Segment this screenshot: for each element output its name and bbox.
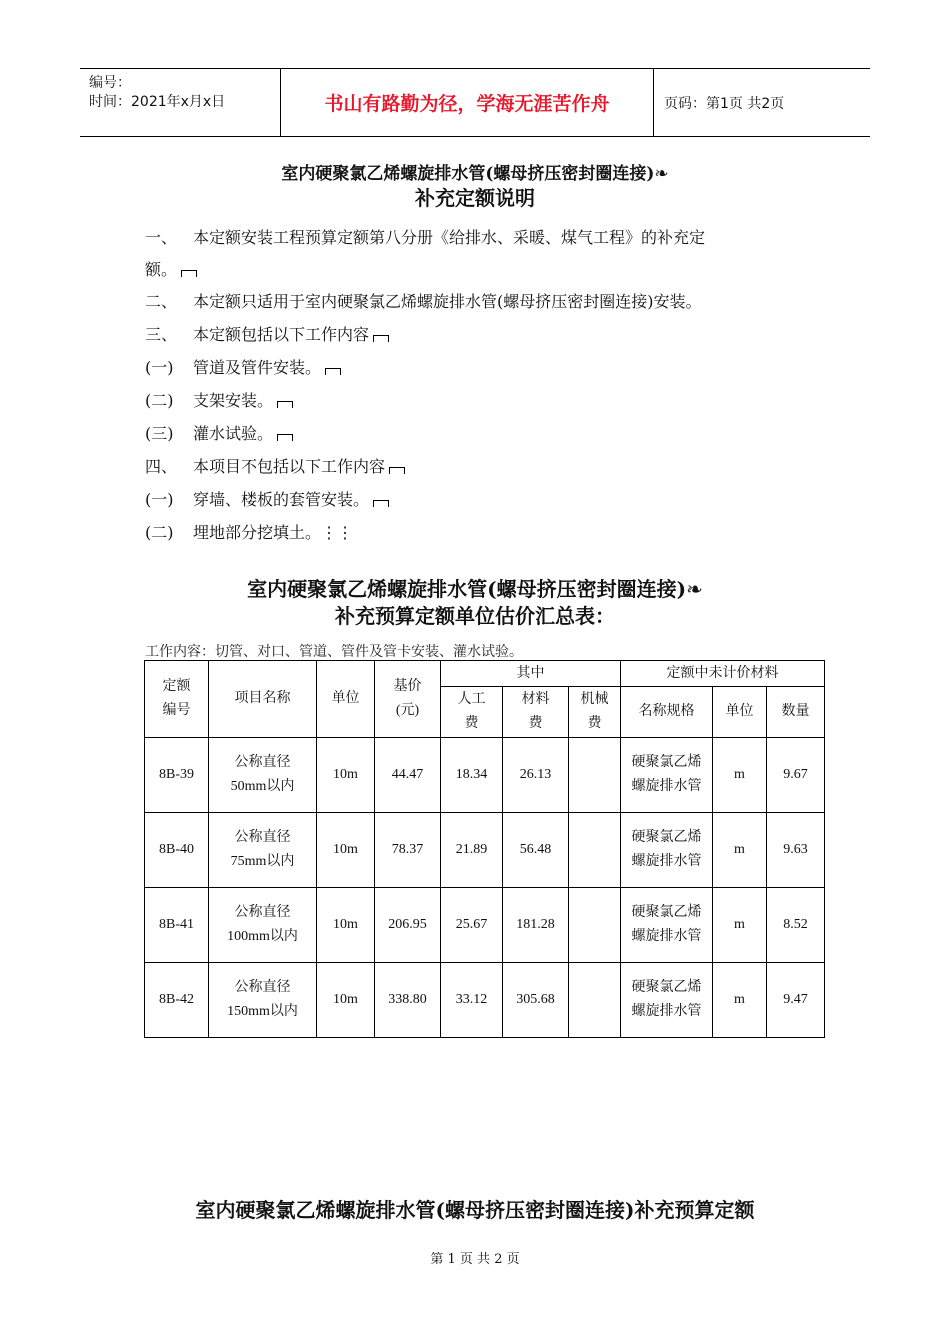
- cell-machine: [569, 813, 621, 888]
- cell-material: 305.68: [503, 963, 569, 1038]
- cell-price: 206.95: [375, 888, 441, 963]
- note-item-3-2: (二) 支架安装。: [145, 385, 293, 417]
- note-item-2: 二、 本定额只适用于室内硬聚氯乙烯螺旋排水管(螺母挤压密封圈连接)安装。: [145, 292, 702, 311]
- cell-unit: 10m: [317, 963, 375, 1038]
- section2-title-line1: 室内硬聚氯乙烯螺旋排水管(螺母挤压密封圈连接)❧: [247, 577, 703, 601]
- cell-code: 8B-39: [145, 738, 209, 813]
- cell-name: 公称直径100mm以内: [209, 888, 317, 963]
- cell-unit: 10m: [317, 738, 375, 813]
- return-mark-icon: [373, 335, 389, 342]
- cell-unit2: m: [713, 963, 767, 1038]
- cell-qty: 9.63: [767, 813, 825, 888]
- header-machine: 机械费: [569, 687, 621, 738]
- cell-unit2: m: [713, 738, 767, 813]
- header-among: 其中: [441, 661, 621, 687]
- header-qty: 数量: [767, 687, 825, 738]
- section1-title-line1: 室内硬聚氯乙烯螺旋排水管(螺母挤压密封圈连接)❧: [281, 164, 669, 184]
- number-label: 编号：: [89, 75, 131, 91]
- cell-name: 公称直径150mm以内: [209, 963, 317, 1038]
- cell-material: 56.48: [503, 813, 569, 888]
- ornament-icon: ❧: [654, 164, 669, 184]
- header-code: 定额编号: [145, 661, 209, 738]
- cell-code: 8B-41: [145, 888, 209, 963]
- cell-qty: 9.47: [767, 963, 825, 1038]
- cell-spec: 硬聚氯乙烯螺旋排水管: [621, 813, 713, 888]
- cell-code: 8B-40: [145, 813, 209, 888]
- header-labor: 人工费: [441, 687, 503, 738]
- cell-unit2: m: [713, 813, 767, 888]
- return-mark-icon: [181, 270, 197, 277]
- header-spec: 名称规格: [621, 687, 713, 738]
- cell-spec: 硬聚氯乙烯螺旋排水管: [621, 888, 713, 963]
- cell-labor: 18.34: [441, 738, 503, 813]
- note-item-4-2: (二) 埋地部分挖填土。⋮⋮: [145, 523, 354, 542]
- section1-title-line2: 补充定额说明: [415, 186, 535, 210]
- cell-name: 公称直径50mm以内: [209, 738, 317, 813]
- note-item-4-1: (一) 穿墙、楼板的套管安装。: [145, 484, 389, 516]
- header-unit2: 单位: [713, 687, 767, 738]
- return-mark-icon: [277, 401, 293, 408]
- cell-qty: 9.67: [767, 738, 825, 813]
- cell-code: 8B-42: [145, 963, 209, 1038]
- table-row: [145, 963, 825, 1038]
- note-item-1: 一、 本定额安装工程预算定额第八分册《给排水、采暖、煤气工程》的补充定 额。: [145, 228, 706, 279]
- page-footer: 第 1 页 共 2 页: [430, 1252, 520, 1267]
- estimate-table: [144, 660, 825, 1038]
- note-item-3-3: (三) 灌水试验。: [145, 418, 293, 450]
- cell-unit: 10m: [317, 813, 375, 888]
- cell-unit: 10m: [317, 888, 375, 963]
- note-item-3-1: (一) 管道及管件安装。: [145, 352, 341, 384]
- return-mark-icon: [389, 467, 405, 474]
- cell-machine: [569, 888, 621, 963]
- cell-spec: 硬聚氯乙烯螺旋排水管: [621, 738, 713, 813]
- cell-price: 78.37: [375, 813, 441, 888]
- cell-material: 181.28: [503, 888, 569, 963]
- header-material: 材料费: [503, 687, 569, 738]
- header-page-info: 页码：第1页 共2页: [664, 95, 785, 112]
- cell-name: 公称直径75mm以内: [209, 813, 317, 888]
- cell-spec: 硬聚氯乙烯螺旋排水管: [621, 963, 713, 1038]
- section2-title-line2: 补充预算定额单位估价汇总表：: [335, 604, 615, 628]
- table-row: [145, 738, 825, 813]
- cell-qty: 8.52: [767, 888, 825, 963]
- table-row: [145, 888, 825, 963]
- cell-price: 44.47: [375, 738, 441, 813]
- cell-unit2: m: [713, 888, 767, 963]
- header-name: 项目名称: [209, 661, 317, 738]
- page-header: [80, 68, 870, 137]
- table-row: [145, 813, 825, 888]
- cell-labor: 33.12: [441, 963, 503, 1038]
- table-header-row-1: [145, 661, 825, 687]
- header-price: 基价(元): [375, 661, 441, 738]
- cell-machine: [569, 738, 621, 813]
- header-uncounted: 定额中未计价材料: [621, 661, 825, 687]
- work-content: 工作内容：切管、对口、管道、管件及管卡安装、灌水试验。: [145, 644, 523, 660]
- time-label: 时间：2021年x月x日: [89, 94, 226, 110]
- header-unit: 单位: [317, 661, 375, 738]
- header-motto: 书山有路勤为径，学海无涯苦作舟: [281, 69, 654, 136]
- note-item-3: 三、 本定额包括以下工作内容: [145, 319, 389, 351]
- header-meta: [80, 69, 281, 136]
- cell-machine: [569, 963, 621, 1038]
- return-mark-icon: [277, 434, 293, 441]
- return-mark-icon: [373, 500, 389, 507]
- cell-price: 338.80: [375, 963, 441, 1038]
- cell-material: 26.13: [503, 738, 569, 813]
- note-item-4: 四、 本项目不包括以下工作内容: [145, 451, 405, 483]
- ornament-icon: ❧: [686, 577, 703, 601]
- cell-labor: 21.89: [441, 813, 503, 888]
- section3-title: 室内硬聚氯乙烯螺旋排水管(螺母挤压密封圈连接)补充预算定额: [195, 1198, 755, 1222]
- return-mark-icon: [325, 368, 341, 375]
- cell-labor: 25.67: [441, 888, 503, 963]
